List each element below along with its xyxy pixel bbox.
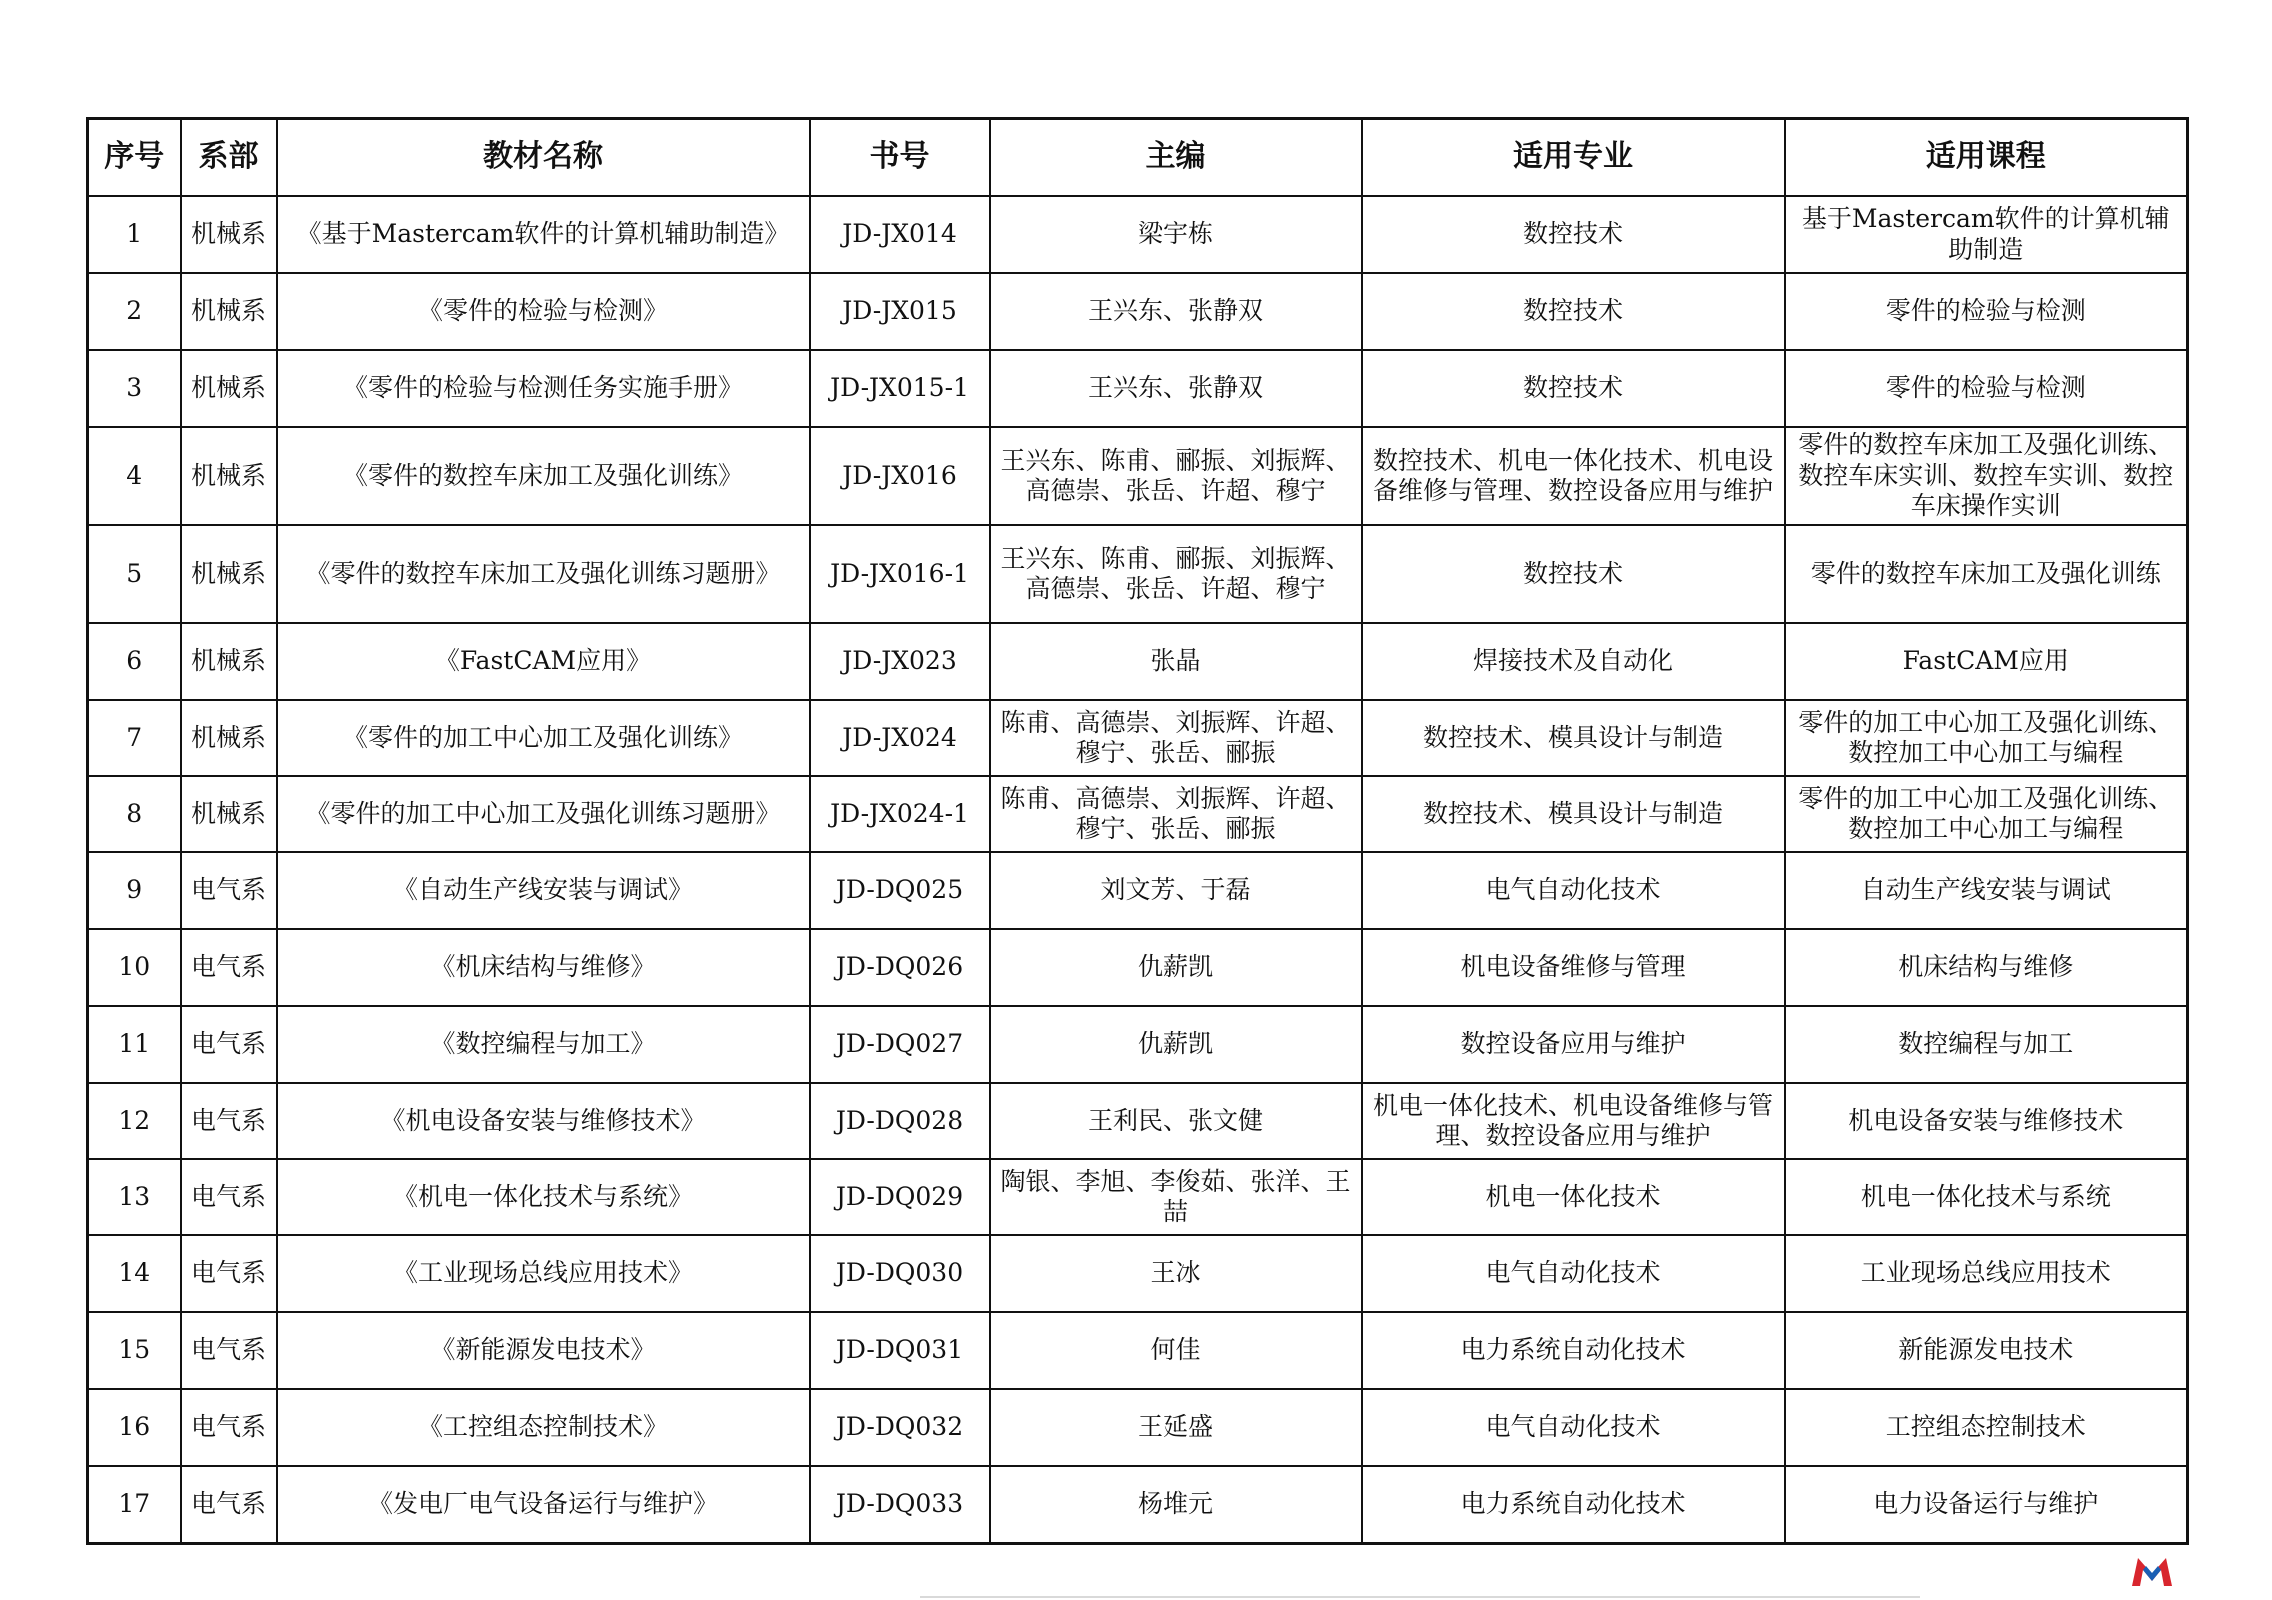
cell-seq: 9: [88, 852, 181, 929]
cell-title: 《自动生产线安装与调试》: [277, 852, 810, 929]
cell-course: 机电设备安装与维修技术: [1785, 1083, 2188, 1159]
table-row: [88, 700, 2188, 776]
cell-course: 自动生产线安装与调试: [1785, 852, 2188, 929]
cell-seq: 10: [88, 929, 181, 1006]
table-row: [88, 196, 2188, 273]
cell-major: 电气自动化技术: [1362, 1235, 1785, 1312]
cell-title: 《工控组态控制技术》: [277, 1389, 810, 1466]
cell-course: 机床结构与维修: [1785, 929, 2188, 1006]
cell-seq: 6: [88, 623, 181, 700]
cell-major: 机电设备维修与管理: [1362, 929, 1785, 1006]
cell-major: 数控设备应用与维护: [1362, 1006, 1785, 1083]
cell-seq: 17: [88, 1466, 181, 1544]
table-row: [88, 852, 2188, 929]
cell-code: JD-JX023: [810, 623, 990, 700]
cell-editor: 陈甫、高德崇、刘振辉、许超、穆宁、张岳、郦振: [990, 700, 1362, 776]
table-row: [88, 1466, 2188, 1544]
cell-editor: 王冰: [990, 1235, 1362, 1312]
header-dept: 系部: [181, 119, 277, 197]
cell-editor: 王兴东、陈甫、郦振、刘振辉、高德崇、张岳、许超、穆宁: [990, 427, 1362, 525]
header-editor: 主编: [990, 119, 1362, 197]
cell-major: 机电一体化技术: [1362, 1159, 1785, 1235]
cell-major: 电气自动化技术: [1362, 1389, 1785, 1466]
cell-code: JD-JX016-1: [810, 525, 990, 623]
cell-course: 电力设备运行与维护: [1785, 1466, 2188, 1544]
cell-editor: 仇薪凯: [990, 1006, 1362, 1083]
cell-code: JD-DQ032: [810, 1389, 990, 1466]
cell-editor: 仇薪凯: [990, 929, 1362, 1006]
header-code: 书号: [810, 119, 990, 197]
cell-editor: 王兴东、陈甫、郦振、刘振辉、高德崇、张岳、许超、穆宁: [990, 525, 1362, 623]
cell-editor: 陶银、李旭、李俊茹、张洋、王喆: [990, 1159, 1362, 1235]
cell-title: 《数控编程与加工》: [277, 1006, 810, 1083]
cell-editor: 陈甫、高德崇、刘振辉、许超、穆宁、张岳、郦振: [990, 776, 1362, 852]
cell-code: JD-JX024-1: [810, 776, 990, 852]
cell-dept: 电气系: [181, 1159, 277, 1235]
cell-title: 《机电一体化技术与系统》: [277, 1159, 810, 1235]
cell-code: JD-DQ025: [810, 852, 990, 929]
cell-course: FastCAM应用: [1785, 623, 2188, 700]
cell-seq: 15: [88, 1312, 181, 1389]
cell-editor: 杨堆元: [990, 1466, 1362, 1544]
cell-major: 电气自动化技术: [1362, 852, 1785, 929]
table-row: [88, 427, 2188, 525]
cell-course: 机电一体化技术与系统: [1785, 1159, 2188, 1235]
cell-course: 新能源发电技术: [1785, 1312, 2188, 1389]
cell-major: 电力系统自动化技术: [1362, 1312, 1785, 1389]
table-row: [88, 1389, 2188, 1466]
header-title: 教材名称: [277, 119, 810, 197]
cell-code: JD-DQ026: [810, 929, 990, 1006]
cell-dept: 机械系: [181, 776, 277, 852]
table-row: [88, 350, 2188, 427]
cell-course: 零件的检验与检测: [1785, 273, 2188, 350]
cell-seq: 1: [88, 196, 181, 273]
cell-seq: 14: [88, 1235, 181, 1312]
cell-course: 工业现场总线应用技术: [1785, 1235, 2188, 1312]
cell-seq: 7: [88, 700, 181, 776]
cell-seq: 13: [88, 1159, 181, 1235]
textbook-list-sheet: [86, 117, 2186, 1545]
cell-course: 工控组态控制技术: [1785, 1389, 2188, 1466]
cell-seq: 5: [88, 525, 181, 623]
table-row: [88, 525, 2188, 623]
cell-code: JD-DQ033: [810, 1466, 990, 1544]
cell-title: 《零件的检验与检测任务实施手册》: [277, 350, 810, 427]
cell-title: 《机电设备安装与维修技术》: [277, 1083, 810, 1159]
table-row: [88, 1312, 2188, 1389]
cell-major: 数控技术: [1362, 350, 1785, 427]
cell-title: 《基于Mastercam软件的计算机辅助制造》: [277, 196, 810, 273]
cell-seq: 11: [88, 1006, 181, 1083]
header-row: [88, 119, 2188, 197]
cell-code: JD-JX015-1: [810, 350, 990, 427]
table-row: [88, 623, 2188, 700]
textbook-table: [86, 117, 2189, 1545]
cell-course: 零件的数控车床加工及强化训练、数控车床实训、数控车实训、数控车床操作实训: [1785, 427, 2188, 525]
cell-code: JD-DQ031: [810, 1312, 990, 1389]
table-body: [88, 196, 2188, 1544]
cell-editor: 王利民、张文健: [990, 1083, 1362, 1159]
cell-editor: 王延盛: [990, 1389, 1362, 1466]
table-row: [88, 1083, 2188, 1159]
cell-dept: 电气系: [181, 1466, 277, 1544]
header-course: 适用课程: [1785, 119, 2188, 197]
cell-code: JD-JX024: [810, 700, 990, 776]
cell-dept: 机械系: [181, 350, 277, 427]
cell-title: 《零件的数控车床加工及强化训练习题册》: [277, 525, 810, 623]
cell-dept: 电气系: [181, 929, 277, 1006]
m-logo-icon: [2130, 1554, 2174, 1588]
cell-editor: 王兴东、张静双: [990, 273, 1362, 350]
cell-dept: 机械系: [181, 427, 277, 525]
table-row: [88, 1235, 2188, 1312]
header-seq: 序号: [88, 119, 181, 197]
cell-code: JD-DQ030: [810, 1235, 990, 1312]
cell-editor: 刘文芳、于磊: [990, 852, 1362, 929]
cell-title: 《机床结构与维修》: [277, 929, 810, 1006]
cell-dept: 机械系: [181, 623, 277, 700]
cell-dept: 电气系: [181, 1389, 277, 1466]
cell-title: 《FastCAM应用》: [277, 623, 810, 700]
table-row: [88, 776, 2188, 852]
cell-course: 数控编程与加工: [1785, 1006, 2188, 1083]
cell-editor: 王兴东、张静双: [990, 350, 1362, 427]
table-row: [88, 1006, 2188, 1083]
cell-dept: 电气系: [181, 1006, 277, 1083]
cell-title: 《零件的检验与检测》: [277, 273, 810, 350]
cell-title: 《零件的加工中心加工及强化训练习题册》: [277, 776, 810, 852]
cell-dept: 机械系: [181, 525, 277, 623]
cell-major: 数控技术、模具设计与制造: [1362, 776, 1785, 852]
cell-dept: 电气系: [181, 1312, 277, 1389]
cell-code: JD-DQ029: [810, 1159, 990, 1235]
cell-editor: 梁宇栋: [990, 196, 1362, 273]
cell-course: 零件的加工中心加工及强化训练、数控加工中心加工与编程: [1785, 776, 2188, 852]
cell-title: 《工业现场总线应用技术》: [277, 1235, 810, 1312]
cell-title: 《发电厂电气设备运行与维护》: [277, 1466, 810, 1544]
cell-course: 零件的数控车床加工及强化训练: [1785, 525, 2188, 623]
cell-major: 数控技术、机电一体化技术、机电设备维修与管理、数控设备应用与维护: [1362, 427, 1785, 525]
cell-code: JD-JX015: [810, 273, 990, 350]
cell-major: 机电一体化技术、机电设备维修与管理、数控设备应用与维护: [1362, 1083, 1785, 1159]
cell-editor: 张晶: [990, 623, 1362, 700]
cell-major: 焊接技术及自动化: [1362, 623, 1785, 700]
cell-major: 数控技术: [1362, 525, 1785, 623]
table-row: [88, 1159, 2188, 1235]
cell-seq: 4: [88, 427, 181, 525]
cell-major: 数控技术: [1362, 196, 1785, 273]
cell-code: JD-JX016: [810, 427, 990, 525]
cell-seq: 2: [88, 273, 181, 350]
cell-major: 电力系统自动化技术: [1362, 1466, 1785, 1544]
table-row: [88, 273, 2188, 350]
page-bottom-rule: [920, 1596, 1920, 1598]
cell-seq: 12: [88, 1083, 181, 1159]
cell-seq: 3: [88, 350, 181, 427]
table-row: [88, 929, 2188, 1006]
cell-editor: 何佳: [990, 1312, 1362, 1389]
cell-course: 零件的检验与检测: [1785, 350, 2188, 427]
cell-title: 《零件的数控车床加工及强化训练》: [277, 427, 810, 525]
cell-dept: 机械系: [181, 273, 277, 350]
cell-dept: 机械系: [181, 196, 277, 273]
cell-major: 数控技术、模具设计与制造: [1362, 700, 1785, 776]
cell-dept: 电气系: [181, 1235, 277, 1312]
cell-seq: 16: [88, 1389, 181, 1466]
cell-dept: 电气系: [181, 852, 277, 929]
cell-code: JD-DQ027: [810, 1006, 990, 1083]
cell-dept: 机械系: [181, 700, 277, 776]
header-major: 适用专业: [1362, 119, 1785, 197]
cell-code: JD-DQ028: [810, 1083, 990, 1159]
cell-title: 《零件的加工中心加工及强化训练》: [277, 700, 810, 776]
cell-course: 基于Mastercam软件的计算机辅助制造: [1785, 196, 2188, 273]
cell-seq: 8: [88, 776, 181, 852]
cell-dept: 电气系: [181, 1083, 277, 1159]
cell-major: 数控技术: [1362, 273, 1785, 350]
cell-course: 零件的加工中心加工及强化训练、数控加工中心加工与编程: [1785, 700, 2188, 776]
cell-title: 《新能源发电技术》: [277, 1312, 810, 1389]
cell-code: JD-JX014: [810, 196, 990, 273]
